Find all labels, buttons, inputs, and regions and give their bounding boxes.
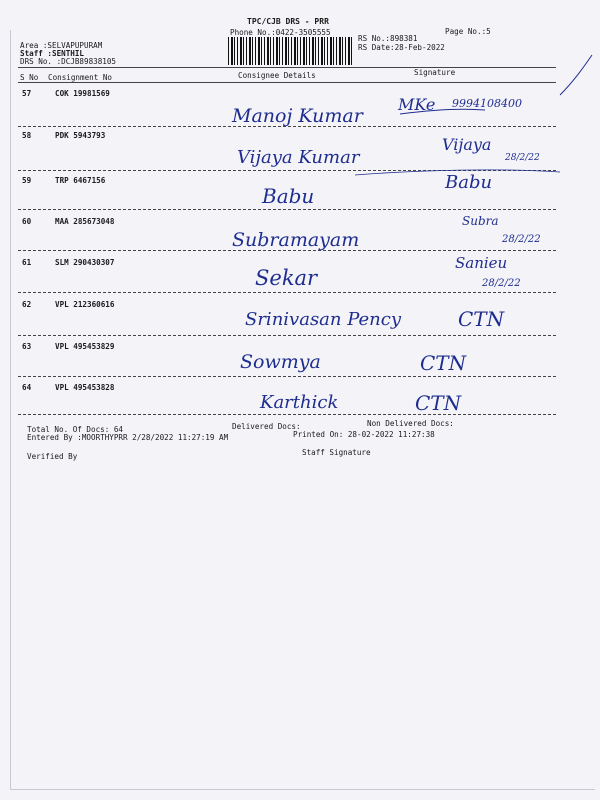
printed-on: Printed On: 28-02-2022 11:27:38 (293, 430, 435, 439)
row-consignment: PDK 5943793 (55, 131, 106, 140)
consignee-name: Srinivasan Pency (245, 309, 402, 330)
receiver-signature: CTN (415, 391, 462, 415)
rs-number: RS No.:898381 (358, 34, 418, 43)
row-consignment: SLM 290430307 (55, 258, 115, 267)
row-sno: 58 (22, 131, 32, 140)
total-docs: Total No. Of Docs: 64 (27, 425, 124, 434)
row-sno: 60 (22, 217, 32, 226)
receiver-note: 28/2/22 (482, 278, 521, 289)
row-sno: 62 (22, 300, 32, 309)
receiver-note: 9994108400 (452, 97, 522, 110)
entered-by: Entered By :MOORTHYPRR 2/28/2022 11:27:19 AM (27, 433, 229, 442)
non-delivered-docs: Non Delivered Docs: (367, 419, 454, 428)
receiver-signature: Babu (445, 172, 493, 193)
consignee-name: Sowmya (240, 351, 321, 373)
receiver-signature: CTN (458, 307, 505, 331)
row-sno: 59 (22, 176, 32, 185)
consignee-name: Vijaya Kumar (237, 147, 360, 168)
verified-by: Verified By (27, 452, 78, 461)
consignee-name: Sekar (255, 266, 318, 290)
staff-signature-label: Staff Signature (302, 448, 371, 457)
receiver-signature: Subra (462, 214, 499, 228)
row-consignment: VPL 495453828 (55, 383, 115, 392)
receiver-note: 28/2/22 (502, 234, 541, 245)
drs-number: DRS No. :DCJB89838105 (20, 57, 117, 66)
row-sno: 61 (22, 258, 32, 267)
pen-stroke (560, 55, 592, 95)
receiver-note: 28/2/22 (505, 153, 540, 163)
phone-number: Phone No.:0422-3505555 (230, 28, 331, 37)
receiver-signature: Sanieu (455, 254, 508, 272)
document-title: TPC/CJB DRS - PRR (247, 17, 329, 26)
row-consignment: TRP 6467156 (55, 176, 106, 185)
consignee-name: Subramayam (232, 229, 360, 251)
area: Area :SELVAPUPURAM (20, 41, 103, 50)
receiver-signature: MKe (398, 95, 436, 114)
row-consignment: COK 19981569 (55, 89, 110, 98)
row-consignment: VPL 212360616 (55, 300, 115, 309)
row-consignment: MAA 285673048 (55, 217, 115, 226)
receiver-signature: Vijaya (442, 135, 492, 154)
delivered-docs: Delivered Docs: (232, 422, 301, 431)
staff: Staff :SENTHIL (20, 49, 85, 58)
consignee-name: Manoj Kumar (232, 105, 363, 127)
consignee-name: Babu (262, 184, 315, 208)
receiver-signature: CTN (420, 351, 467, 375)
consignee-name: Karthick (260, 392, 339, 413)
row-sno: 63 (22, 342, 32, 351)
row-sno: 57 (22, 89, 32, 98)
rs-date: RS Date:28-Feb-2022 (358, 43, 445, 52)
row-sno: 64 (22, 383, 32, 392)
page-number: Page No.:5 (445, 27, 491, 36)
col-signature: Signature (414, 68, 456, 77)
row-consignment: VPL 495453829 (55, 342, 115, 351)
col-consignment: Consignment No (48, 73, 113, 82)
col-sno: S No (20, 73, 39, 82)
col-consignee: Consignee Details (238, 71, 316, 80)
